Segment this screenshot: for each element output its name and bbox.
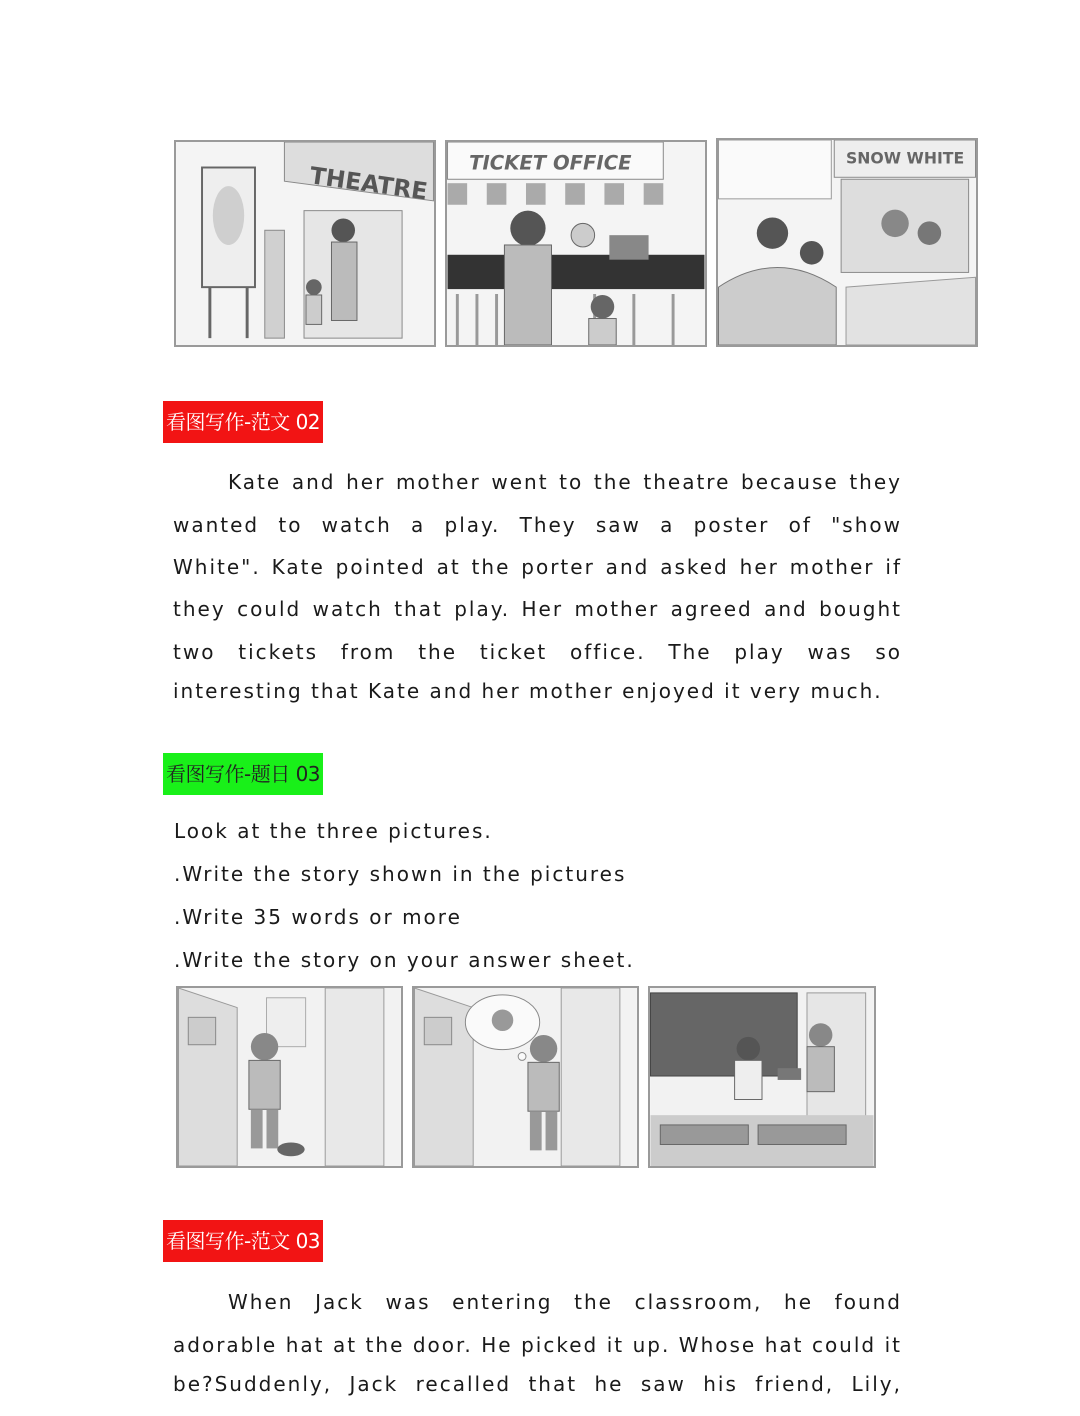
section-tag-task-03: 看图写作-题日 03 <box>163 753 323 795</box>
play-illustration <box>718 140 976 345</box>
hallway-hat-illustration <box>178 988 401 1166</box>
ticket-office-illustration <box>447 142 705 345</box>
essay-line: wanted to watch a play. They saw a poster of "show <box>173 513 902 537</box>
instruction-line: Look at the three pictures. <box>174 819 493 843</box>
thinking-illustration <box>414 988 637 1166</box>
comic-panel-play <box>716 138 978 347</box>
instruction-line: .Write the story shown in the pictures <box>174 862 627 886</box>
essay-line: White". Kate pointed at the porter and asked her mother if <box>173 555 902 579</box>
essay-line: When Jack was entering the classroom, he found <box>228 1290 902 1314</box>
model-essay-03 <box>173 1292 902 1402</box>
comic-panel-theatre <box>174 140 436 347</box>
classroom-illustration <box>650 988 874 1166</box>
ticket-office-sign-text: TICKET OFFICE <box>469 151 632 175</box>
play-sign-text: SNOW WHITE <box>846 148 965 168</box>
essay-line: two tickets from the ticket office. The play was so <box>173 640 902 664</box>
instruction-line: .Write 35 words or more <box>174 905 462 929</box>
comic-panel-thinking <box>412 986 639 1168</box>
theatre-sign-text: THEATRE <box>308 161 430 206</box>
section-tag-model-03: 看图写作-范文 03 <box>163 1220 323 1262</box>
theatre-illustration <box>176 142 434 345</box>
essay-line: interesting that Kate and her mother enjoyed it very much. <box>173 679 883 703</box>
section-tag-model-02: 看图写作-范文 02 <box>163 401 323 443</box>
essay-line: they could watch that play. Her mother agreed and bought <box>173 597 902 621</box>
comic-panel-ticket-office <box>445 140 707 347</box>
instruction-line: .Write the story on your answer sheet. <box>174 948 635 972</box>
essay-line: be?Suddenly, Jack recalled that he saw his friend, Lily, <box>173 1372 902 1396</box>
task-instructions-03 <box>174 821 903 981</box>
comic-panel-classroom <box>648 986 876 1168</box>
essay-line: adorable hat at the door. He picked it up. Whose hat could it <box>173 1333 902 1357</box>
comic-panel-hallway-hat <box>176 986 403 1168</box>
model-essay-02 <box>173 472 902 702</box>
essay-line: Kate and her mother went to the theatre because they <box>228 470 902 494</box>
